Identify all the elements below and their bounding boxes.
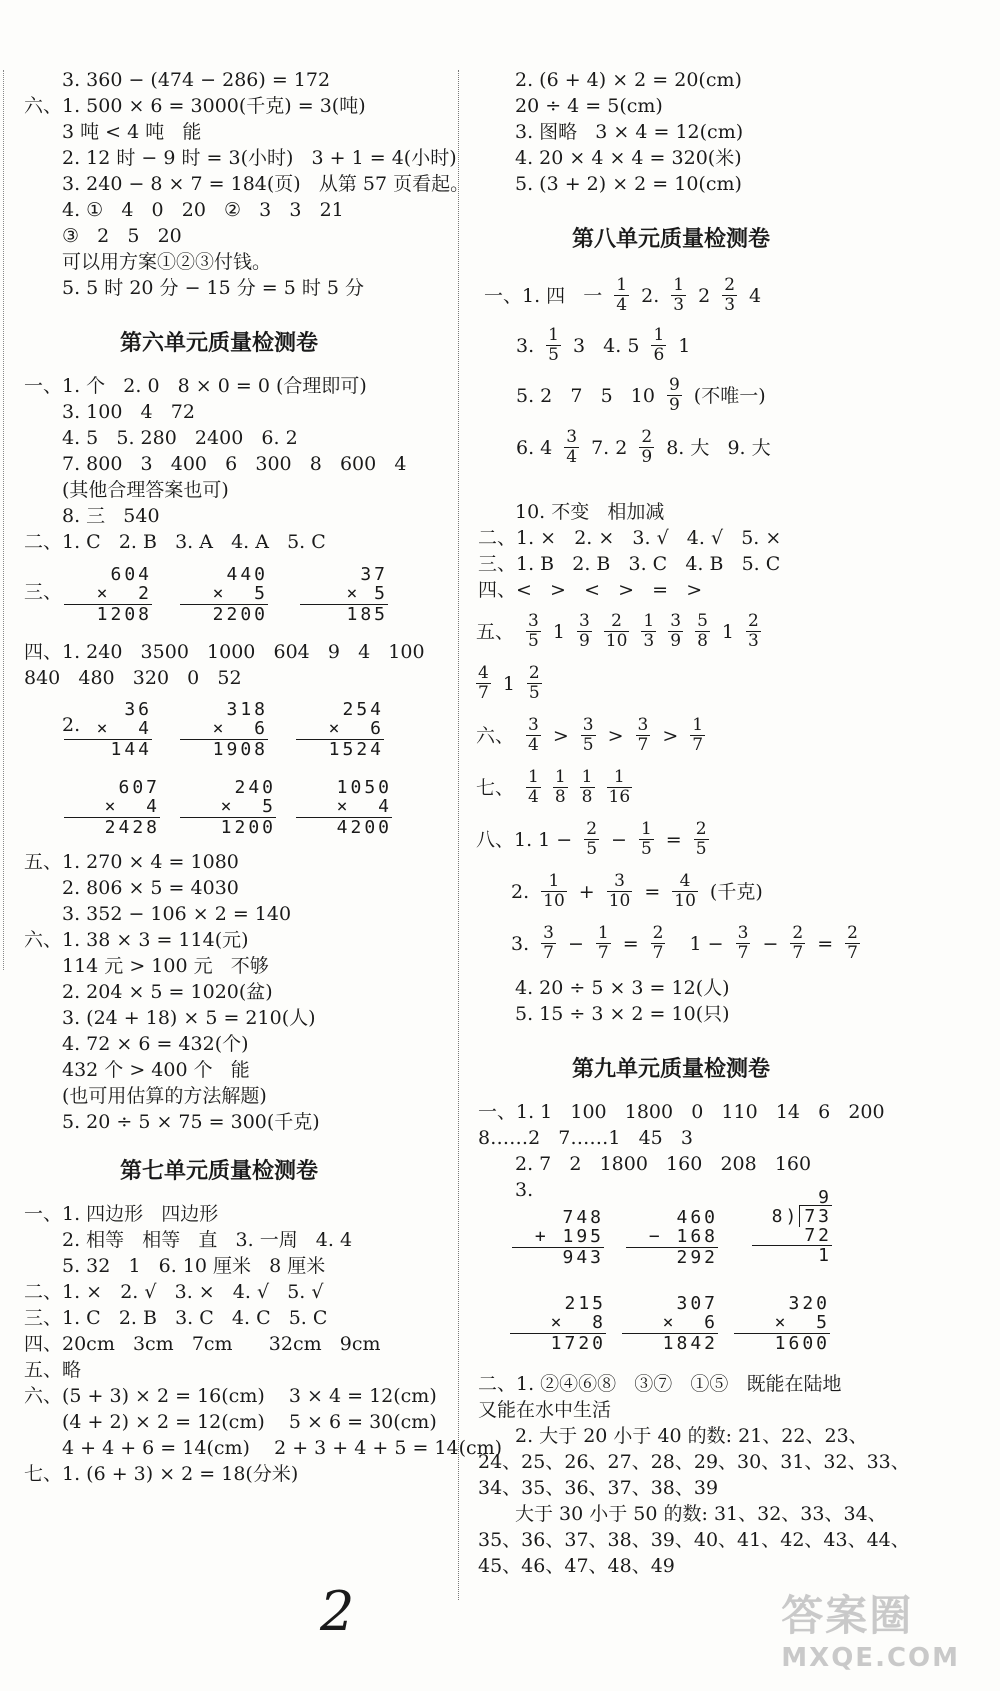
denominator: 4 xyxy=(616,295,628,315)
answer-line: 2. 相等 相等 直 3. 一周 4. 4 xyxy=(62,1229,353,1251)
numerator: 3 xyxy=(607,872,633,892)
fraction xyxy=(541,872,567,911)
vertical-calculation xyxy=(510,1294,606,1353)
denominator: 9 xyxy=(641,447,653,467)
inline-text: 1 − xyxy=(677,932,724,955)
answer-line: 5. 5 时 20 分 − 15 分 = 5 时 5 分 xyxy=(62,277,365,299)
numerator: 2 xyxy=(641,427,653,447)
answer-line: 4. ① 4 0 20 ② 3 3 21 xyxy=(62,199,344,221)
unit8-title: 第八单元质量检测卷 xyxy=(572,227,771,252)
numerator: 1 xyxy=(581,767,593,787)
fraction xyxy=(639,428,654,467)
denominator: 7 xyxy=(737,943,749,963)
inline-text: 1 xyxy=(678,334,691,357)
fraction xyxy=(476,664,491,703)
denominator: 3 xyxy=(747,631,759,651)
answer-line: 五、1. 270 × 4 = 1080 xyxy=(24,851,239,873)
calc-operand: 607 xyxy=(118,777,160,798)
numerator: 1 xyxy=(653,325,665,345)
inline-text: 5. 2 7 5 10 xyxy=(516,384,655,407)
denominator: 5 xyxy=(548,345,559,365)
answer-line: 10. 不变 相加减 xyxy=(515,501,665,523)
inline-text: = xyxy=(644,880,661,903)
denominator: 7 xyxy=(792,943,804,963)
calc-operand: 1050 xyxy=(336,777,392,798)
fraction xyxy=(546,326,561,365)
numerator: 1 xyxy=(528,767,539,787)
denominator: 16 xyxy=(608,787,631,807)
answer-line: 4 + 4 + 6 = 14(cm) 2 + 3 + 4 + 5 = 14(cm) xyxy=(62,1437,503,1459)
calc-operand: × 4 xyxy=(336,796,392,817)
denominator: 3 xyxy=(673,295,685,315)
product: 72 xyxy=(804,1225,832,1246)
calc-result: 1524 xyxy=(296,739,384,759)
quotient: 9 xyxy=(818,1187,832,1208)
inline-text: 六、 xyxy=(476,724,515,747)
divisor: 8 xyxy=(771,1206,786,1227)
answer-line: 六、1. 500 × 6 = 3000(千克) = 3(吨) xyxy=(24,95,366,117)
calc-result: 1200 xyxy=(180,817,276,837)
inline-text: 2. xyxy=(641,284,660,307)
numerator: 1 xyxy=(607,768,633,788)
calc-operand: 440 xyxy=(226,564,268,585)
calc-result: 1720 xyxy=(510,1333,606,1353)
calc-result: 1908 xyxy=(180,739,268,759)
numerator: 3 xyxy=(528,715,539,735)
calc-result: 1600 xyxy=(734,1333,830,1353)
calc-result: 1842 xyxy=(622,1333,718,1353)
denominator: 5 xyxy=(528,631,539,651)
calc-operand: 36 xyxy=(124,699,152,720)
numerator: 4 xyxy=(672,872,698,892)
fraction xyxy=(668,612,683,651)
numerator: 3 xyxy=(543,923,554,943)
answer-line: 六、1. 38 × 3 = 114(元) xyxy=(24,929,249,951)
calc-operand: 604 xyxy=(110,564,152,585)
column-divider xyxy=(458,70,459,1600)
watermark-en: MXQE.COM xyxy=(781,1643,960,1673)
answer-line: 可以用方案①②③付钱。 xyxy=(62,251,272,273)
vertical-calculation xyxy=(180,565,268,624)
answer-line: 一、1. 个 2. 0 8 × 0 = 0 (合理即可) xyxy=(24,375,367,397)
fraction xyxy=(581,716,596,755)
denominator: 7 xyxy=(847,943,858,963)
fraction xyxy=(694,820,709,859)
fraction xyxy=(526,768,541,807)
denominator: 5 xyxy=(582,735,594,755)
numerator: 1 xyxy=(554,767,566,787)
unit7-title: 第七单元质量检测卷 xyxy=(120,1159,319,1184)
denominator: 7 xyxy=(543,943,554,963)
vertical-calculation xyxy=(622,1294,718,1353)
calc-result: 4200 xyxy=(296,817,392,837)
numerator: 2 xyxy=(747,611,759,631)
numerator: 3 xyxy=(528,611,539,631)
answer-line: 114 元 > 100 元 不够 xyxy=(62,955,269,977)
answer-line: 3. 352 − 106 × 2 = 140 xyxy=(62,903,292,925)
numerator: 2 xyxy=(847,923,858,943)
inline-text: 6. 4 xyxy=(516,436,553,459)
answer-line: 又能在水中生活 xyxy=(478,1399,612,1421)
answer-line: 7. 800 3 400 6 300 8 600 4 xyxy=(62,453,407,475)
numerator: 2 xyxy=(792,923,804,943)
denominator: 5 xyxy=(586,839,598,859)
vertical-calculation xyxy=(64,778,160,837)
fraction-row xyxy=(470,664,548,703)
answer-line: 五、略 xyxy=(24,1359,82,1381)
fraction-row xyxy=(470,612,767,651)
numerator: 1 xyxy=(541,872,567,892)
denominator: 10 xyxy=(543,891,565,911)
watermark-cn: 答案圈 xyxy=(781,1591,914,1640)
calc-operand: + 195 xyxy=(534,1226,604,1247)
answer-line: 3. 240 − 8 × 7 = 184(页) 从第 57 页看起。 xyxy=(62,173,470,195)
margin-dotted-line xyxy=(3,70,4,970)
fraction-row xyxy=(470,820,715,859)
watermark xyxy=(781,1583,960,1673)
calc-operand: × 4 xyxy=(96,718,152,739)
fraction xyxy=(553,768,568,807)
fraction-row xyxy=(470,716,711,755)
fraction xyxy=(636,716,651,755)
vertical-calculation xyxy=(512,1208,604,1267)
fraction xyxy=(541,924,556,963)
answer-line: 2. 大于 20 小于 40 的数: 21、22、23、 xyxy=(515,1425,868,1447)
calc-operand: × 8 xyxy=(550,1312,606,1333)
answer-line: 45、46、47、48、49 xyxy=(478,1555,675,1577)
inline-text: 2. xyxy=(511,880,530,903)
long-division xyxy=(752,1188,832,1265)
fraction xyxy=(526,716,541,755)
fraction xyxy=(736,924,751,963)
numerator: 2 xyxy=(724,275,736,295)
answer-line: 大于 30 小于 50 的数: 31、32、33、34、 xyxy=(515,1503,887,1525)
numerator: 2 xyxy=(604,612,630,632)
answer-line: (其他合理答案也可) xyxy=(62,479,229,501)
answer-line: 四、< > < > = > xyxy=(478,579,703,601)
inline-text: = xyxy=(665,828,682,851)
inline-text: (千克) xyxy=(709,880,763,903)
answer-line: 5. 15 ÷ 3 × 2 = 10(只) xyxy=(515,1003,730,1025)
fraction-row xyxy=(505,872,769,911)
fraction xyxy=(690,716,705,755)
answer-line: 3. 100 4 72 xyxy=(62,401,195,423)
numerator: 4 xyxy=(478,663,489,683)
calc-operand: 240 xyxy=(234,777,276,798)
inline-text: 七、 xyxy=(476,776,515,799)
inline-text: − xyxy=(611,828,627,851)
denominator: 3 xyxy=(724,295,736,315)
answer-line: 2. 806 × 5 = 4030 xyxy=(62,877,239,899)
answer-line: 二、1. × 2. × 3. √ 4. √ 5. × xyxy=(478,527,782,549)
answer-line: 20 ÷ 4 = 5(cm) xyxy=(515,95,663,117)
denominator: 8 xyxy=(581,787,593,807)
inline-text: 2 xyxy=(698,284,711,307)
answer-line: 一、1. 1 100 1800 0 110 14 6 200 xyxy=(478,1101,885,1123)
answer-line: 8……2 7……1 45 3 xyxy=(478,1127,693,1149)
inline-text: 3 4. 5 xyxy=(572,334,640,357)
calc-operand: 748 xyxy=(562,1207,604,1228)
answer-line: 4. 20 ÷ 5 × 3 = 12(人) xyxy=(515,977,730,999)
fraction-row xyxy=(470,768,638,807)
inline-text: − xyxy=(762,932,779,955)
fraction xyxy=(651,924,666,963)
calc-operand: 318 xyxy=(226,699,268,720)
vertical-calculation xyxy=(734,1294,830,1353)
inline-text: + xyxy=(578,880,595,903)
fraction xyxy=(526,612,541,651)
numerator: 1 xyxy=(640,819,652,839)
remainder: 1 xyxy=(752,1245,832,1265)
denominator: 5 xyxy=(528,683,540,703)
calc-operand: × 5 xyxy=(774,1312,830,1333)
inline-text: = xyxy=(622,932,639,955)
denominator: 4 xyxy=(528,735,539,755)
fraction xyxy=(667,376,682,415)
answer-line: 3. xyxy=(515,1179,534,1201)
numerator: 3 xyxy=(637,715,649,735)
inline-text: 1 xyxy=(721,620,734,643)
fraction xyxy=(527,664,542,703)
calc-result: 185 xyxy=(300,604,388,624)
calc-operand: × 2 xyxy=(96,583,152,604)
calc-operand: 37 xyxy=(360,564,388,585)
unit6-title: 第六单元质量检测卷 xyxy=(120,331,319,356)
answer-line: 5. 20 ÷ 5 × 75 = 300(千克) xyxy=(62,1111,320,1133)
calc-result: 2200 xyxy=(180,604,268,624)
fraction xyxy=(596,924,611,963)
answer-line: 四、20cm 3cm 7cm 32cm 9cm xyxy=(24,1333,381,1355)
calc-operand: 254 xyxy=(342,699,384,720)
numerator: 3 xyxy=(670,611,682,631)
calc-result: 292 xyxy=(626,1247,718,1267)
calc-result: 943 xyxy=(512,1247,604,1267)
inline-text: 八、1. 1 − xyxy=(476,828,573,851)
fraction xyxy=(722,276,737,315)
answer-line: 4. 20 × 4 × 4 = 320(米) xyxy=(515,147,742,169)
numerator: 1 xyxy=(673,275,685,295)
vertical-calculation xyxy=(296,700,384,759)
numerator: 1 xyxy=(616,275,628,295)
numerator: 3 xyxy=(578,611,590,631)
denominator: 7 xyxy=(637,735,649,755)
inline-text: 7. 2 xyxy=(591,436,628,459)
answer-line: (4 + 2) × 2 = 12(cm) 5 × 6 = 30(cm) xyxy=(62,1411,437,1433)
answer-line: 24、25、26、27、28、29、30、31、32、33、 xyxy=(478,1451,910,1473)
denominator: 3 xyxy=(643,631,655,651)
denominator: 7 xyxy=(652,943,664,963)
fraction xyxy=(607,768,633,807)
inline-text: 4 xyxy=(749,284,762,307)
denominator: 10 xyxy=(605,631,628,651)
fraction xyxy=(580,768,595,807)
denominator: 4 xyxy=(566,447,578,467)
calc-operand: 307 xyxy=(676,1293,718,1314)
fraction-row xyxy=(505,924,866,963)
calc-operand: 320 xyxy=(788,1293,830,1314)
calc-operand: × 6 xyxy=(328,718,384,739)
calc-operand: × 4 xyxy=(104,796,160,817)
calc-result: 144 xyxy=(64,739,152,759)
denominator: 8 xyxy=(554,787,566,807)
fraction xyxy=(671,276,686,315)
page-number: 2 xyxy=(320,1580,355,1643)
question-label: 2. xyxy=(62,714,81,736)
numerator: 2 xyxy=(695,819,707,839)
answer-line: 3 吨 < 4 吨 能 xyxy=(62,121,202,143)
numerator: 3 xyxy=(737,923,749,943)
answer-line: 4. 5 5. 280 2400 6. 2 xyxy=(62,427,298,449)
denominator: 9 xyxy=(670,631,682,651)
inline-text: 五、 xyxy=(476,620,515,643)
fraction-row xyxy=(510,376,772,415)
fraction xyxy=(577,612,592,651)
fraction-row xyxy=(510,326,696,365)
denominator: 10 xyxy=(674,891,696,911)
calc-result: 2428 xyxy=(64,817,160,837)
answer-line: 4. 72 × 6 = 432(个) xyxy=(62,1033,249,1055)
fraction xyxy=(607,872,633,911)
answer-line: 35、36、37、38、39、40、41、42、43、44、 xyxy=(478,1529,910,1551)
fraction xyxy=(639,820,654,859)
fraction xyxy=(695,612,710,651)
answer-line: ③ 2 5 20 xyxy=(62,225,182,247)
section-label: 三、 xyxy=(24,581,63,603)
vertical-calculation xyxy=(180,700,268,759)
answer-line: 2. 7 2 1800 160 208 160 xyxy=(515,1153,812,1175)
fraction-row xyxy=(478,276,767,315)
answer-line: 8. 三 540 xyxy=(62,505,160,527)
answer-line: 2. (6 + 4) × 2 = 20(cm) xyxy=(515,69,742,91)
answer-line: 四、1. 240 3500 1000 604 9 4 100 xyxy=(24,641,425,663)
inline-text: 1 xyxy=(502,672,515,695)
vertical-calculation xyxy=(300,565,388,624)
fraction xyxy=(790,924,805,963)
calc-operand: − 168 xyxy=(648,1226,718,1247)
numerator: 3 xyxy=(582,715,594,735)
denominator: 6 xyxy=(653,345,665,365)
answer-line: 432 个 > 400 个 能 xyxy=(62,1059,250,1081)
numerator: 1 xyxy=(643,611,655,631)
answer-line: 七、1. (6 + 3) × 2 = 18(分米) xyxy=(24,1463,299,1485)
inline-text: 一、1. 四 一 xyxy=(484,284,603,307)
denominator: 5 xyxy=(640,839,652,859)
denominator: 10 xyxy=(608,891,631,911)
numerator: 2 xyxy=(586,819,598,839)
answer-line: 三、1. C 2. B 3. C 4. C 5. C xyxy=(24,1307,328,1329)
fraction xyxy=(746,612,761,651)
inline-text: 3. xyxy=(516,334,535,357)
numerator: 5 xyxy=(697,611,708,631)
denominator: 7 xyxy=(478,683,489,703)
answer-line: 2. 12 时 − 9 时 = 3(小时) 3 + 1 = 4(小时) xyxy=(62,147,457,169)
vertical-calculation xyxy=(180,778,276,837)
inline-text: (不唯一) xyxy=(693,384,766,407)
calc-operand: × 5 xyxy=(346,583,388,604)
fraction xyxy=(584,820,599,859)
fraction xyxy=(845,924,860,963)
calc-result: 1208 xyxy=(64,604,152,624)
inline-text: > xyxy=(552,724,569,747)
answer-line: 840 480 320 0 52 xyxy=(24,667,242,689)
denominator: 9 xyxy=(578,631,590,651)
denominator: 7 xyxy=(692,735,704,755)
answer-line: 2. 204 × 5 = 1020(盆) xyxy=(62,981,273,1003)
denominator: 8 xyxy=(697,631,708,651)
answer-line: 5. 32 1 6. 10 厘米 8 厘米 xyxy=(62,1255,326,1277)
answer-line: 三、1. B 2. B 3. C 4. B 5. C xyxy=(478,553,781,575)
unit9-title: 第九单元质量检测卷 xyxy=(572,1057,771,1082)
calc-operand: × 6 xyxy=(212,718,268,739)
inline-text: 3. xyxy=(511,932,530,955)
vertical-calculation xyxy=(626,1208,718,1267)
vertical-calculation xyxy=(64,700,152,759)
answer-line: 34、35、36、37、38、39 xyxy=(478,1477,719,1499)
fraction xyxy=(564,428,579,467)
vertical-calculation xyxy=(296,778,392,837)
denominator: 5 xyxy=(695,839,707,859)
numerator: 2 xyxy=(652,923,664,943)
inline-text: 1 xyxy=(552,620,565,643)
fraction xyxy=(651,326,666,365)
denominator: 7 xyxy=(597,943,609,963)
calc-operand: × 5 xyxy=(220,796,276,817)
answer-line: 3. (24 + 18) × 5 = 210(人) xyxy=(62,1007,316,1029)
denominator: 9 xyxy=(668,395,680,415)
fraction-row xyxy=(510,428,777,467)
answer-line: 一、1. 四边形 四边形 xyxy=(24,1203,219,1225)
inline-text: = xyxy=(817,932,834,955)
numerator: 1 xyxy=(692,715,704,735)
inline-text: > xyxy=(662,724,679,747)
answer-line: 二、1. × 2. √ 3. × 4. √ 5. √ xyxy=(24,1281,324,1303)
answer-line: 二、1. C 2. B 3. A 4. A 5. C xyxy=(24,531,326,553)
calc-operand: × 5 xyxy=(212,583,268,604)
calc-operand: 215 xyxy=(564,1293,606,1314)
answer-line: 5. (3 + 2) × 2 = 10(cm) xyxy=(515,173,742,195)
inline-text: 8. 大 9. 大 xyxy=(666,436,771,459)
fraction xyxy=(614,276,629,315)
answer-line: (也可用估算的方法解题) xyxy=(62,1085,267,1107)
answer-line: 3. 图略 3 × 4 = 12(cm) xyxy=(515,121,744,143)
vertical-calculation xyxy=(64,565,152,624)
numerator: 9 xyxy=(668,375,680,395)
fraction xyxy=(641,612,656,651)
inline-text: − xyxy=(567,932,584,955)
denominator: 4 xyxy=(528,787,539,807)
answer-line: 二、1. ②④⑥⑧ ③⑦ ①⑤ 既能在陆地 xyxy=(478,1373,842,1395)
answer-line: 3. 360 − (474 − 286) = 172 xyxy=(62,69,331,91)
answer-line: 六、(5 + 3) × 2 = 16(cm) 3 × 4 = 12(cm) xyxy=(24,1385,437,1407)
dividend: 73 xyxy=(799,1205,832,1227)
numerator: 2 xyxy=(528,663,540,683)
inline-text: > xyxy=(607,724,624,747)
numerator: 1 xyxy=(597,923,609,943)
fraction xyxy=(604,612,630,651)
divisor-row: 8) 73 xyxy=(771,1206,832,1227)
calc-operand: × 6 xyxy=(662,1312,718,1333)
calc-operand: 460 xyxy=(676,1207,718,1228)
fraction xyxy=(672,872,698,911)
numerator: 1 xyxy=(548,325,559,345)
numerator: 3 xyxy=(566,427,578,447)
